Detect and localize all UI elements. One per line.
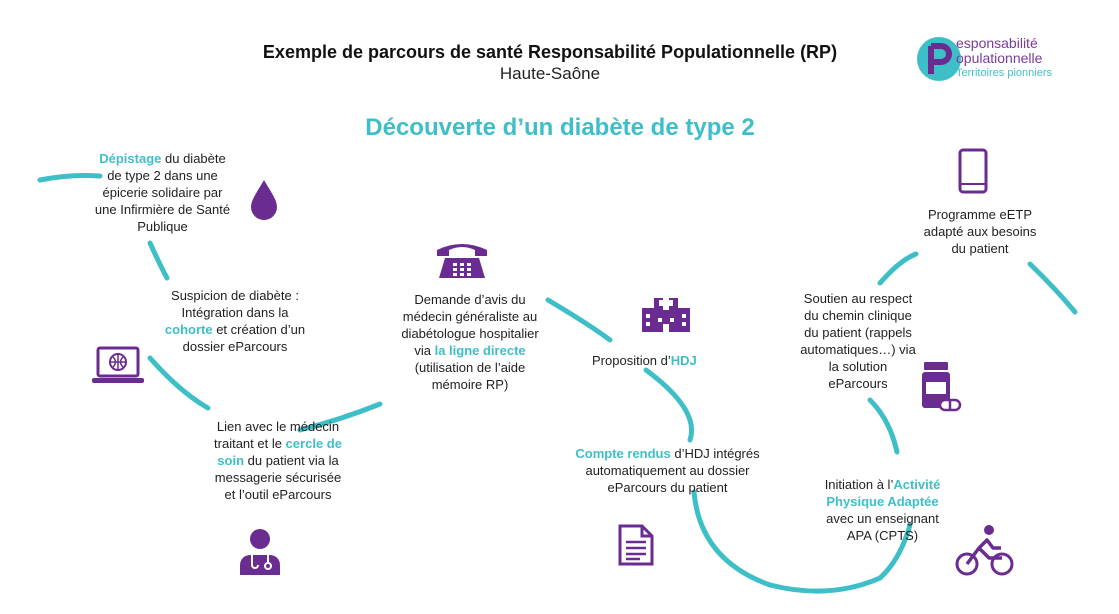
step1-line5: Publique (137, 219, 188, 234)
step-depistage (70, 150, 255, 235)
logo-line1: esponsabilité (956, 35, 1038, 51)
page-title: Exemple de parcours de santé Responsabilité Populationnelle (RP) (262, 42, 838, 62)
telephone-icon (435, 238, 489, 280)
step8-line1: Soutien au respect (803, 291, 913, 306)
step3-highlight2: soin (217, 453, 245, 468)
step2-line4: dossier eParcours (182, 339, 288, 354)
logo-line2: opulationnelle (956, 50, 1043, 66)
diagram-title: Découverte d’un diabète de type 2 (365, 114, 755, 141)
step-demande-avis (380, 291, 560, 393)
step8-line3: du patient (rappels (804, 325, 912, 340)
step4-line3: diabétologue hospitalier (401, 326, 539, 341)
step3-line3: du patient via la (244, 453, 339, 468)
pill-bottle-icon (918, 360, 962, 416)
cyclist-icon (955, 522, 1015, 578)
logo-line3: Territoires pionniers (956, 67, 1052, 79)
step7-line3: APA (CPTS) (846, 528, 919, 543)
step4-line6: mémoire RP) (431, 377, 509, 392)
step5-highlight: HDJ (670, 353, 697, 368)
step1-highlight: Dépistage (99, 151, 162, 166)
step4-line2: médecin généraliste au (402, 309, 538, 324)
step4-line5: (utilisation de l’aide (414, 360, 526, 375)
step9-line2: adapté aux besoins (923, 224, 1037, 239)
step4-line4: via (414, 343, 435, 358)
doctor-icon (238, 527, 282, 577)
step1-line2: de type 2 dans une (107, 168, 218, 183)
smartphone-icon (958, 148, 988, 194)
step6-line1: d’HDJ intégrés (670, 446, 760, 461)
step1-line3: épicerie solidaire par (102, 185, 223, 200)
step-activite-physique (800, 476, 965, 544)
step2-highlight: cohorte (164, 322, 213, 337)
step6-highlight: Compte rendus (575, 446, 671, 461)
blood-drop-icon (247, 178, 281, 222)
step3-line2: traitant et le (214, 436, 286, 451)
step4-line1: Demande d’avis du (414, 292, 526, 307)
step2-line2: Intégration dans la (181, 305, 289, 320)
step3-line5: et l’outil eParcours (224, 487, 332, 502)
step2-line3: et création d’un (212, 322, 306, 337)
step3-highlight1: cercle de (285, 436, 342, 451)
step7-highlight2: Physique Adaptée (826, 494, 939, 509)
step-proposition-hdj (592, 352, 762, 369)
step5-line1: Proposition d’ (592, 353, 671, 368)
hospital-icon (640, 290, 692, 334)
step1-line4: une Infirmière de Santé (94, 202, 231, 217)
step7-highlight1: Activité (893, 477, 941, 492)
step7-line1: Initiation à l’ (824, 477, 894, 492)
step2-line1: Suspicion de diabète : (171, 288, 299, 303)
step-suspicion (145, 287, 325, 355)
step8-line2: du chemin clinique (804, 308, 912, 323)
step-soutien-chemin (783, 290, 933, 392)
step3-line1: Lien avec le médecin (216, 419, 340, 434)
step9-line1: Programme eETP (927, 207, 1033, 222)
step1-line1: du diabète (161, 151, 226, 166)
step6-line2: automatiquement au dossier (585, 463, 750, 478)
step8-line6: eParcours (828, 376, 888, 391)
step7-line2: avec un enseignant (826, 511, 939, 526)
laptop-globe-icon (90, 346, 146, 386)
step4-highlight: la ligne directe (434, 343, 526, 358)
page-subtitle: Haute-Saône (499, 64, 601, 83)
step6-line3: eParcours du patient (607, 480, 728, 495)
step8-line5: la solution (828, 359, 888, 374)
step-lien-medecin (188, 418, 368, 503)
step-compte-rendus (560, 445, 775, 496)
step3-line4: messagerie sécurisée (214, 470, 342, 485)
document-icon (618, 524, 654, 566)
step9-line3: du patient (951, 241, 1009, 256)
step-programme-eetp (905, 206, 1055, 257)
step8-line4: automatiques…) via (800, 342, 916, 357)
